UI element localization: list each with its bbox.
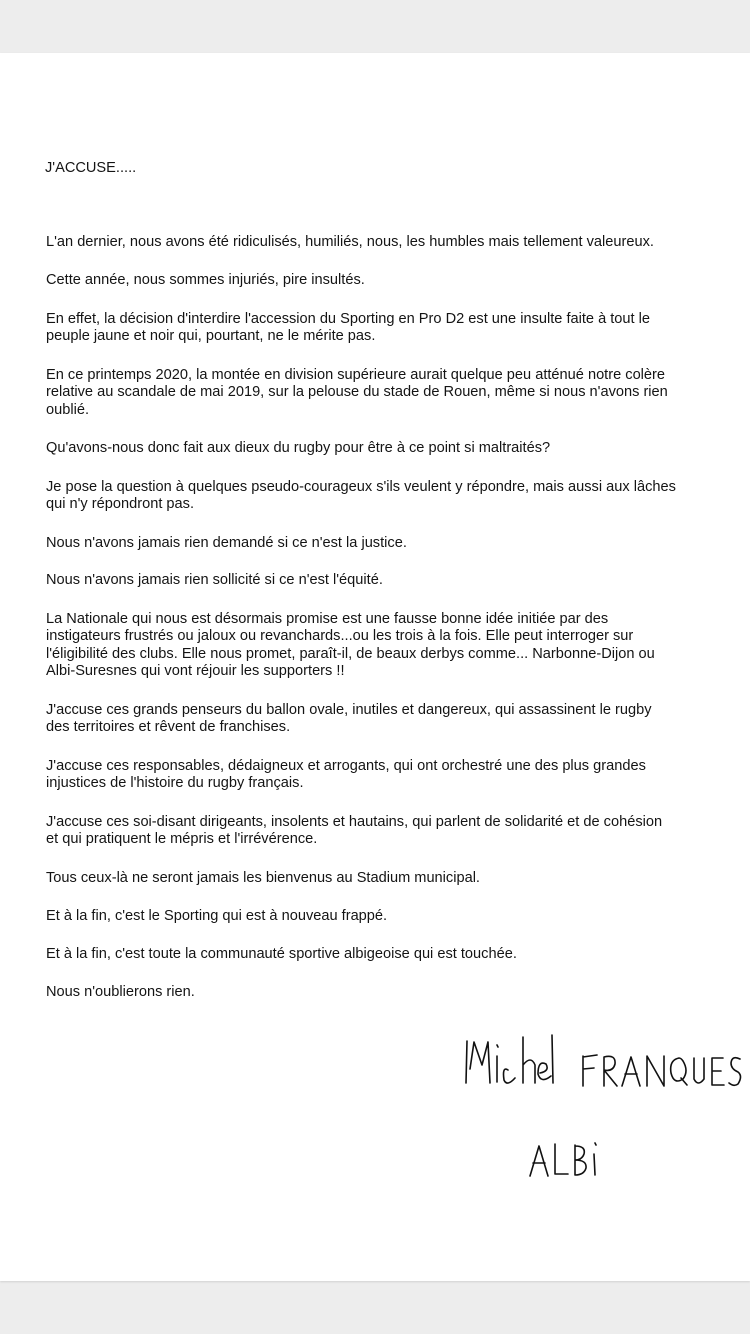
paragraph-line: oublié. (46, 401, 90, 418)
paragraph-line: relative au scandale de mai 2019, sur la pelouse du stade de Rouen, même si nous n'avons rien (46, 384, 668, 401)
paragraph-11 (46, 758, 726, 793)
paragraph-line: des territoires et rêvent de franchises. (46, 719, 291, 736)
paragraph-line: En ce printemps 2020, la montée en division supérieure aurait quelque peu atténué notre colère (46, 367, 666, 383)
paragraph-line: Nous n'avons jamais rien sollicité si ce n'est l'équité. (46, 572, 383, 588)
paragraph-9 (46, 611, 726, 681)
paragraph-line: et qui pratiquent le mépris et l'irrévérence. (46, 831, 318, 848)
paragraph-line: instigateurs frustrés ou jaloux ou revanchards...ou les trois à la fois. Elle peut interroger sur (46, 628, 634, 645)
paragraph-14 (46, 908, 726, 925)
paragraph-line: l'éligibilité des clubs. Elle nous promet, paraît-il, de beaux derbys comme... Narbonne-Dijon ou (46, 645, 655, 662)
paragraph-15 (46, 946, 726, 963)
paragraph-line: qui n'y répondront pas. (46, 496, 195, 513)
paragraph-10 (46, 702, 726, 737)
paragraph-line: La Nationale qui nous est désormais promise est une fausse bonne idée initiée par des (46, 611, 609, 627)
letter-body (0, 53, 750, 1281)
paragraph-8 (46, 572, 726, 589)
paragraph-1 (46, 234, 726, 251)
document-page (0, 53, 750, 1281)
letter-title: J'ACCUSE..... (45, 160, 137, 176)
paragraph-6 (46, 479, 726, 514)
paragraph-12 (46, 814, 726, 849)
paragraph-line: J'accuse ces responsables, dédaigneux et arrogants, qui ont orchestré une des plus grandes (46, 758, 646, 774)
paragraph-line: Et à la fin, c'est le Sporting qui est à nouveau frappé. (46, 908, 388, 924)
paragraph-line: J'accuse ces soi-disant dirigeants, insolents et hautains, qui parlent de solidarité et de cohésion (46, 814, 663, 830)
paragraph-line: En effet, la décision d'interdire l'accession du Sporting en Pro D2 est une insulte faite à tout le (46, 311, 651, 327)
paragraph-line: Nous n'avons jamais rien demandé si ce n'est la justice. (46, 535, 407, 551)
paragraph-5 (46, 440, 726, 457)
paragraph-line: L'an dernier, nous avons été ridiculisés, humiliés, nous, les humbles mais tellement valeureux. (46, 234, 654, 250)
paragraph-line: J'accuse ces grands penseurs du ballon ovale, inutiles et dangereux, qui assassinent le rugby (46, 702, 652, 718)
paragraph-16 (46, 984, 726, 1001)
paragraph-line: peuple jaune et noir qui, pourtant, ne le mérite pas. (46, 328, 376, 345)
paragraph-line: Albi-Suresnes qui vont réjouir les supporters !! (46, 663, 345, 680)
paragraph-line: Je pose la question à quelques pseudo-courageux s'ils veulent y répondre, mais aussi aux lâches (46, 479, 676, 495)
paragraph-line: injustices de l'histoire du rugby français. (46, 775, 304, 792)
paragraph-13 (46, 870, 726, 887)
paragraph-2 (46, 272, 726, 289)
paragraph-line: Tous ceux-là ne seront jamais les bienvenus au Stadium municipal. (46, 870, 480, 886)
paragraph-line: Qu'avons-nous donc fait aux dieux du rugby pour être à ce point si maltraités? (46, 440, 551, 456)
paragraph-line: Nous n'oublierons rien. (46, 984, 195, 1000)
paragraph-line: Cette année, nous sommes injuriés, pire insultés. (46, 272, 365, 288)
paragraph-3 (46, 311, 726, 346)
paragraph-line: Et à la fin, c'est toute la communauté sportive albigeoise qui est touchée. (46, 946, 517, 962)
paragraph-4 (46, 367, 726, 419)
paragraph-7 (46, 535, 726, 552)
